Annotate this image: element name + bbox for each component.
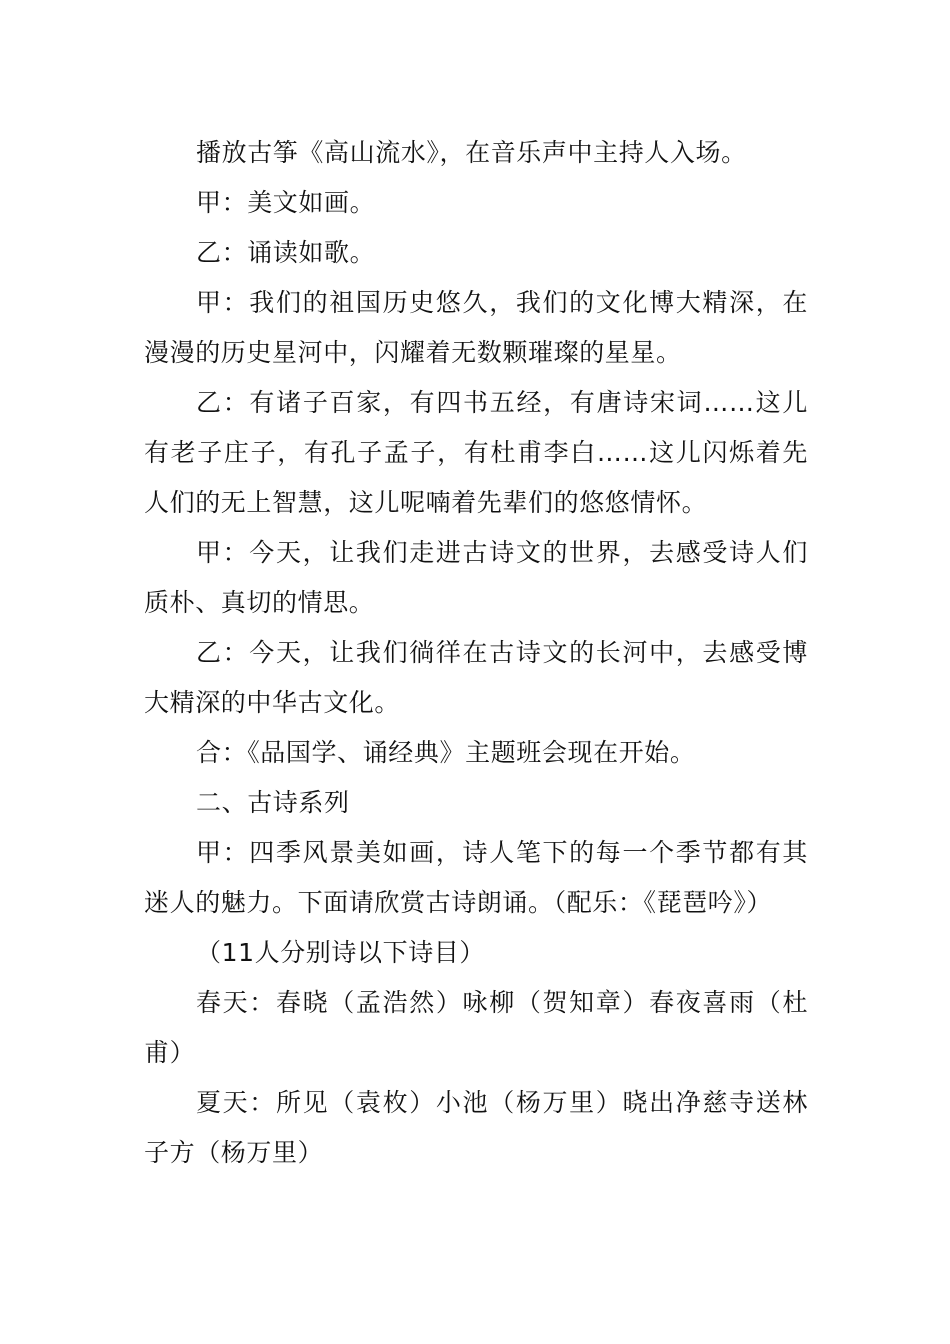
paragraph-yi-line-1: 乙：诵读如歌。 (196, 238, 376, 267)
paragraph-music-entrance: 播放古筝《高山流水》，在音乐声中主持人入场。 (196, 138, 747, 167)
paragraph-jia-line-3: 甲：今天，让我们走进古诗文的世界，去感受诗人们质朴、真切的情思。 (144, 538, 808, 617)
document-body (144, 128, 808, 1178)
paragraph-together: 合：《品国学、诵经典》主题班会现在开始。 (196, 738, 696, 767)
paragraph-jia-line-1: 甲：美文如画。 (196, 188, 376, 217)
paragraph-jia-seasons: 甲：四季风景美如画，诗人笔下的每一个季节都有其迷人的魅力。下面请欣赏古诗朗诵。（配乐：《琵琶吟》） (144, 838, 808, 917)
paragraph-spring-poems: 春天：春晓（孟浩然）咏柳（贺知章）春夜喜雨（杜甫） (144, 988, 808, 1067)
paragraph-jia-line-2: 甲：我们的祖国历史悠久，我们的文化博大精深，在漫漫的历史星河中，闪耀着无数颗璀璨的星星。 (144, 288, 808, 367)
paragraph-yi-line-2: 乙：有诸子百家，有四书五经，有唐诗宋词……这儿有老子庄子，有孔子孟子，有杜甫李白……这儿闪烁着先人们的无上智慧，这儿呢喃着先辈们的悠悠情怀。 (144, 388, 808, 517)
paragraph-yi-line-3: 乙：今天，让我们徜徉在古诗文的长河中，去感受博大精深的中华古文化。 (144, 638, 808, 717)
paragraph-recitation-note: （11人分别诗以下诗目） (196, 938, 486, 967)
paragraph-summer-poems: 夏天：所见（袁枚）小池（杨万里）晓出净慈寺送林子方（杨万里） (144, 1088, 808, 1167)
section-heading-poetry: 二、古诗系列 (196, 788, 350, 817)
